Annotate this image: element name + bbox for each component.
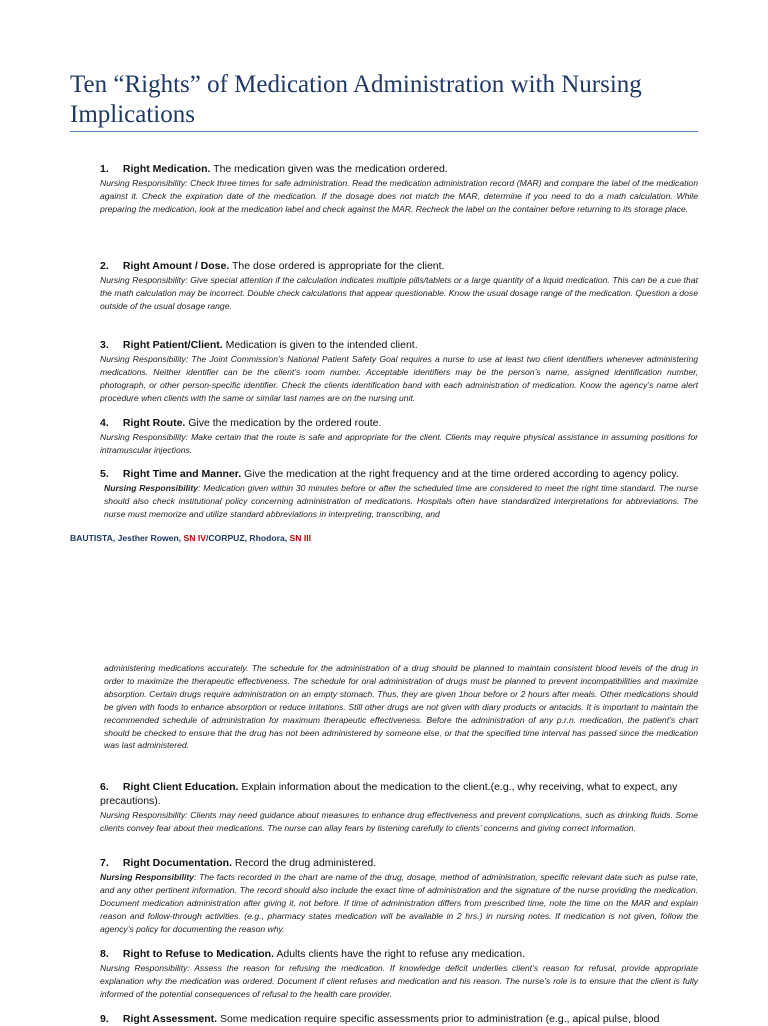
item-label: Right Medication.: [122, 163, 211, 175]
item-description: Some medication require specific assessments prior to administration (e.g., apical pulse, blood: [217, 1013, 660, 1025]
item-heading: [100, 856, 698, 870]
item-heading: [100, 338, 698, 352]
right-item-4: [100, 416, 698, 457]
responsibility-text: Nursing Responsibility: Make certain that the route is safe and appropriate for the client. Clients may require physical assistance in assuming positions for intramuscular injections.: [100, 432, 698, 455]
item-number: 1.: [100, 163, 109, 175]
right-item-3: [100, 338, 698, 405]
nursing-responsibility: [100, 962, 698, 1001]
item-heading: [100, 947, 698, 961]
item-label: Right Documentation.: [122, 857, 232, 869]
responsibility-label: Nursing Responsibility: [100, 872, 194, 882]
item-number: 5.: [100, 468, 109, 480]
author-1: BAUTISTA, Jesther Rowen,: [70, 533, 184, 543]
right-item-7: [100, 856, 698, 936]
right-item-1: [100, 162, 698, 216]
item-5-continuation: administering medications accurately. The schedule for the administration of a drug should be planned to maintain consistent blood levels of the drug in order to maximize the therapeutic effectiveness. The schedule for oral administration of drugs must be planned to prevent incompatibilities and maximize absorption. Certain drugs require administration on an empty stomach. Thus, they are given 1hour before or 2 hours after meals. Other medications should be given with foods to enhance absorption or reduce irritations. Still other drugs are not given with diary products or antacids. It is important to maintain the recommended schedule of administration for maximum therapeutic effectiveness. Before the administration of any p.r.n. medication, the patient’s chart should be checked to ensure that the drug has not been administered by someone else, or that the specified time interval has passed since the medication was last administered.: [104, 663, 698, 751]
item-label: Right Time and Manner.: [122, 468, 242, 480]
item-description: Record the drug administered.: [232, 857, 377, 869]
item-description: Medication is given to the intended client.: [222, 339, 418, 351]
item-description: The dose ordered is appropriate for the client.: [229, 260, 445, 272]
item-description: Give the medication by the ordered route.: [185, 417, 382, 429]
item-label: Right Assessment.: [122, 1013, 218, 1025]
item-label: Right Amount / Dose.: [122, 260, 230, 272]
nursing-responsibility: [100, 431, 698, 457]
responsibility-text: : The facts recorded in the chart are name of the drug, dosage, method of administration, specific relevant data such as pulse rate, and any other pertinent information. The record should also include the exact time of administration and the signature of the nurse providing the medication. Document medication administration after giving it, not before. If time of administration differs from prescribed time, note the time on the MAR and explain reason and follow-through activities. (e.g., pharmacy states medication will be available in 2 hrs.) in nursing notes. If medication is not given, follow the agency’s policy for documenting the reason why.: [100, 872, 698, 934]
item-label: Right Client Education.: [122, 781, 239, 793]
responsibility-label: Nursing Responsibility: [104, 483, 199, 493]
item-number: 9.: [100, 1013, 109, 1025]
item-heading: [100, 259, 698, 273]
author-separator: /CORPUZ, Rhodora,: [205, 533, 290, 543]
right-item-2: [100, 259, 698, 313]
nursing-responsibility: [100, 177, 698, 216]
item-number: 2.: [100, 260, 109, 272]
responsibility-text: Nursing Responsibility: Clients may need guidance about measures to enhance drug effectiveness and prevent complications, such as drinking fluids. Some clients convey fear about their medications. The nurse can allay fears by listening carefully to clients’ concerns and giving correct information.: [100, 810, 698, 833]
title-divider: [70, 131, 698, 132]
item-number: 6.: [100, 781, 109, 793]
page-title: Ten “Rights” of Medication Administration with Nursing Implications: [70, 71, 642, 128]
item-label: Right Route.: [122, 417, 186, 429]
page-footer-authors: [70, 533, 311, 543]
item-description: Adults clients have the right to refuse any medication.: [274, 948, 525, 960]
item-number: 3.: [100, 339, 109, 351]
responsibility-text: Nursing Responsibility: Give special attention if the calculation indicates multiple pills/tablets or a large quantity of a liquid medication. This can be a cue that the math calculation may be incorrect. Double check calculations that appear questionable. Know the usual dosage range of the medication. Question a dose outside of the usual dosage range.: [100, 275, 698, 311]
responsibility-text: Nursing Responsibility: The Joint Commission’s National Patient Safety Goal requires a nurse to use at least two client identifiers whenever administering medications. Neither identifier can be the client’s room number. Acceptable identifiers may be the person’s name, assigned identification number, photograph, or other person-specific identifier. Check the clients identification band with each administration of medication. Know the agency’s name alert procedure when clients with the same or similar last names are on the nursing unit.: [100, 354, 698, 403]
item-label: Right Patient/Client.: [122, 339, 223, 351]
item-number: 8.: [100, 948, 109, 960]
responsibility-text: Nursing Responsibility: Assess the reason for refusing the medication. If knowledge deficit underlies client’s reason for refusal, provide appropriate explanation why the medication was ordered. Document if client refuses and medication and his reason. The nurse’s role is to ensure that the client is fully informed of the potential consequences of refusal to the health care provider.: [100, 963, 698, 999]
item-description: The medication given was the medication ordered.: [210, 163, 448, 175]
right-item-6: [100, 780, 698, 835]
right-item-5: [100, 467, 698, 521]
author-1-level: SN IV: [183, 533, 206, 543]
nursing-responsibility: [100, 353, 698, 405]
nursing-responsibility: [100, 274, 698, 313]
author-2-level: SN III: [289, 533, 312, 543]
nursing-responsibility: [100, 871, 698, 936]
responsibility-text: Nursing Responsibility: Check three times for safe administration. Read the medication administration record (MAR) and compare the label of the medication against it. Check the expiration date of the medication. If the dosage does not match the MAR, determine if you need to do a math calculation. While preparing the medication, look at the medication label and check against the MAR. Recheck the label on the container before returning to its storage place.: [100, 178, 698, 214]
nursing-responsibility: [100, 482, 698, 521]
item-number: 4.: [100, 417, 109, 429]
nursing-responsibility: [100, 809, 698, 835]
right-item-8: [100, 947, 698, 1001]
item-description: Explain information about the medication to the client.(e.g., why receiving, what to expect, any precautions).: [100, 781, 678, 807]
item-heading: [100, 780, 698, 808]
item-heading: [100, 467, 698, 481]
item-description: Give the medication at the right frequency and at the time ordered according to agency policy.: [241, 468, 679, 480]
item-heading: [100, 162, 698, 176]
item-label: Right to Refuse to Medication.: [122, 948, 275, 960]
item-number: 7.: [100, 857, 109, 869]
item-heading: [100, 416, 698, 430]
responsibility-text: : Medication given within 30 minutes before or after the scheduled time are considered to meet the right time standard. The nurse should also check institutional policy concerning administration of medications. Hospitals often have standardized interpretations for abbreviations. The nurse must memorize and utilize standard abbreviations in interpreting, transcribing, and: [104, 483, 698, 519]
